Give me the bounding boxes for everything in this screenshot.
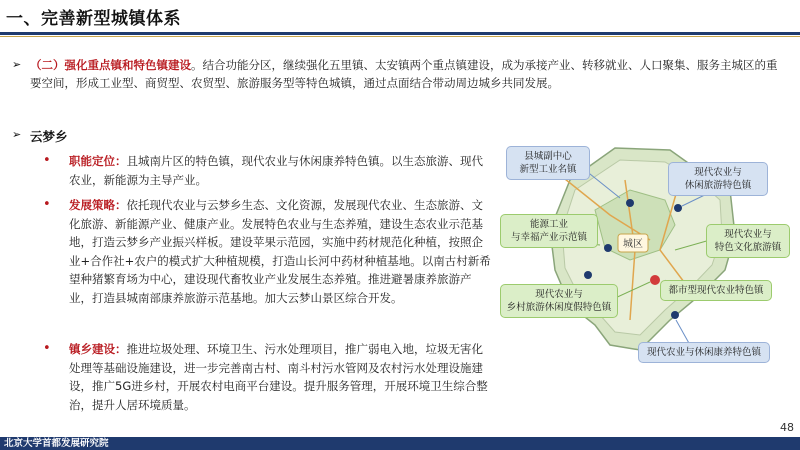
callout-cultural-tourism	[706, 224, 790, 258]
subsection-title	[12, 127, 68, 145]
page-number: 48	[780, 421, 794, 434]
bullet-text: 推进垃圾处理、环境卫生、污水处理项目，推广弱电入地，垃圾无害化处理等基础设施建设，进一步完善南古村、南斗村污水管网及农村污水处理设施建设，推广5G进乡村，开展农村电商平台建设。提升服务管理，开展环境卫生综合整治，提升人居环境质量。	[69, 342, 488, 412]
callout-text: 能源工业 与幸福产业示范镇	[510, 219, 587, 243]
subsection-title-text: 云梦乡	[30, 129, 68, 144]
page-title: 一、完善新型城镇体系	[6, 9, 181, 29]
town-marker	[626, 199, 634, 207]
callout-leisure-tourism	[668, 162, 768, 196]
footer-bar	[0, 437, 800, 450]
callout-county-subcenter	[506, 146, 590, 180]
callout-text: 现代农业与 特色文化旅游镇	[714, 229, 782, 253]
town-marker	[674, 204, 682, 212]
bullet-dot-icon: •	[43, 341, 51, 356]
bullet-label: 镇乡建设：	[69, 342, 127, 356]
title-rule-gold	[0, 36, 800, 37]
town-marker	[584, 271, 592, 279]
callout-text: 都市型现代农业特色镇	[668, 285, 764, 296]
bullet-label: 发展策略：	[69, 198, 127, 212]
bullet-text: 且城南片区的特色镇，现代农业与休闲康养特色镇。以生态旅游、现代农业，新能源为主导产业。	[69, 154, 483, 187]
bullet-function	[43, 152, 494, 189]
town-map-figure	[500, 120, 790, 380]
bullet-strategy	[43, 196, 494, 308]
title-rule	[0, 32, 800, 35]
bullet-label: 职能定位：	[69, 154, 127, 168]
callout-wellness-town	[638, 342, 770, 363]
arrow-bullet-icon: ➢	[12, 128, 22, 141]
callout-urban-agriculture	[660, 280, 772, 301]
arrow-bullet-icon: ➢	[12, 58, 22, 71]
town-marker-highlight	[650, 275, 660, 285]
section-strengthen-towns	[12, 56, 782, 92]
bullet-dot-icon: •	[43, 197, 51, 212]
section-body: 。结合功能分区，继续强化五里镇、太安镇两个重点镇建设，成为承接产业、转移就业、人口聚集、服务主城区的重要空间，形成工业型、商贸型、农贸型、旅游服务型等特色城镇，通过点面结合带动周边城乡共同发展。	[30, 58, 778, 90]
callout-text: 现代农业与 乡村旅游休闲度假特色镇	[506, 289, 612, 313]
town-marker	[604, 244, 612, 252]
callout-text: 现代农业与休闲康养特色镇	[646, 347, 761, 358]
section-heading: （二）强化重点镇和特色镇建设	[30, 58, 191, 72]
town-marker	[671, 311, 679, 319]
bullet-text: 依托现代农业与云梦乡生态、文化资源，发展现代农业、生态旅游、文化旅游、新能源产业、健康产业。发展特色农业与生态养殖，建设生态农业示范基地，打造云梦乡产业振兴样板。建设苹果示范园，实施中药材规范化种植，按照企业+合作社+农户的模式扩大种植规模，打造山长河中药材种植基地。以南古村新希望种猪繁育场为中心，建设现代畜牧业产业发展生态养殖。推进避暑康养旅游产业，打造县城南部康养旅游示范基地。加大云梦山景区综合开发。	[69, 198, 491, 305]
center-label: 城区	[623, 239, 643, 250]
bullet-construction	[43, 340, 494, 414]
footer-org: 北京大学首都发展研究院	[4, 438, 109, 449]
callout-text: 现代农业与 休闲旅游特色镇	[684, 167, 752, 191]
callout-energy-industry	[500, 214, 598, 248]
callout-text: 县城副中心 新型工业名镇	[519, 151, 577, 175]
callout-rural-tourism	[500, 284, 618, 318]
bullet-dot-icon: •	[43, 153, 51, 168]
